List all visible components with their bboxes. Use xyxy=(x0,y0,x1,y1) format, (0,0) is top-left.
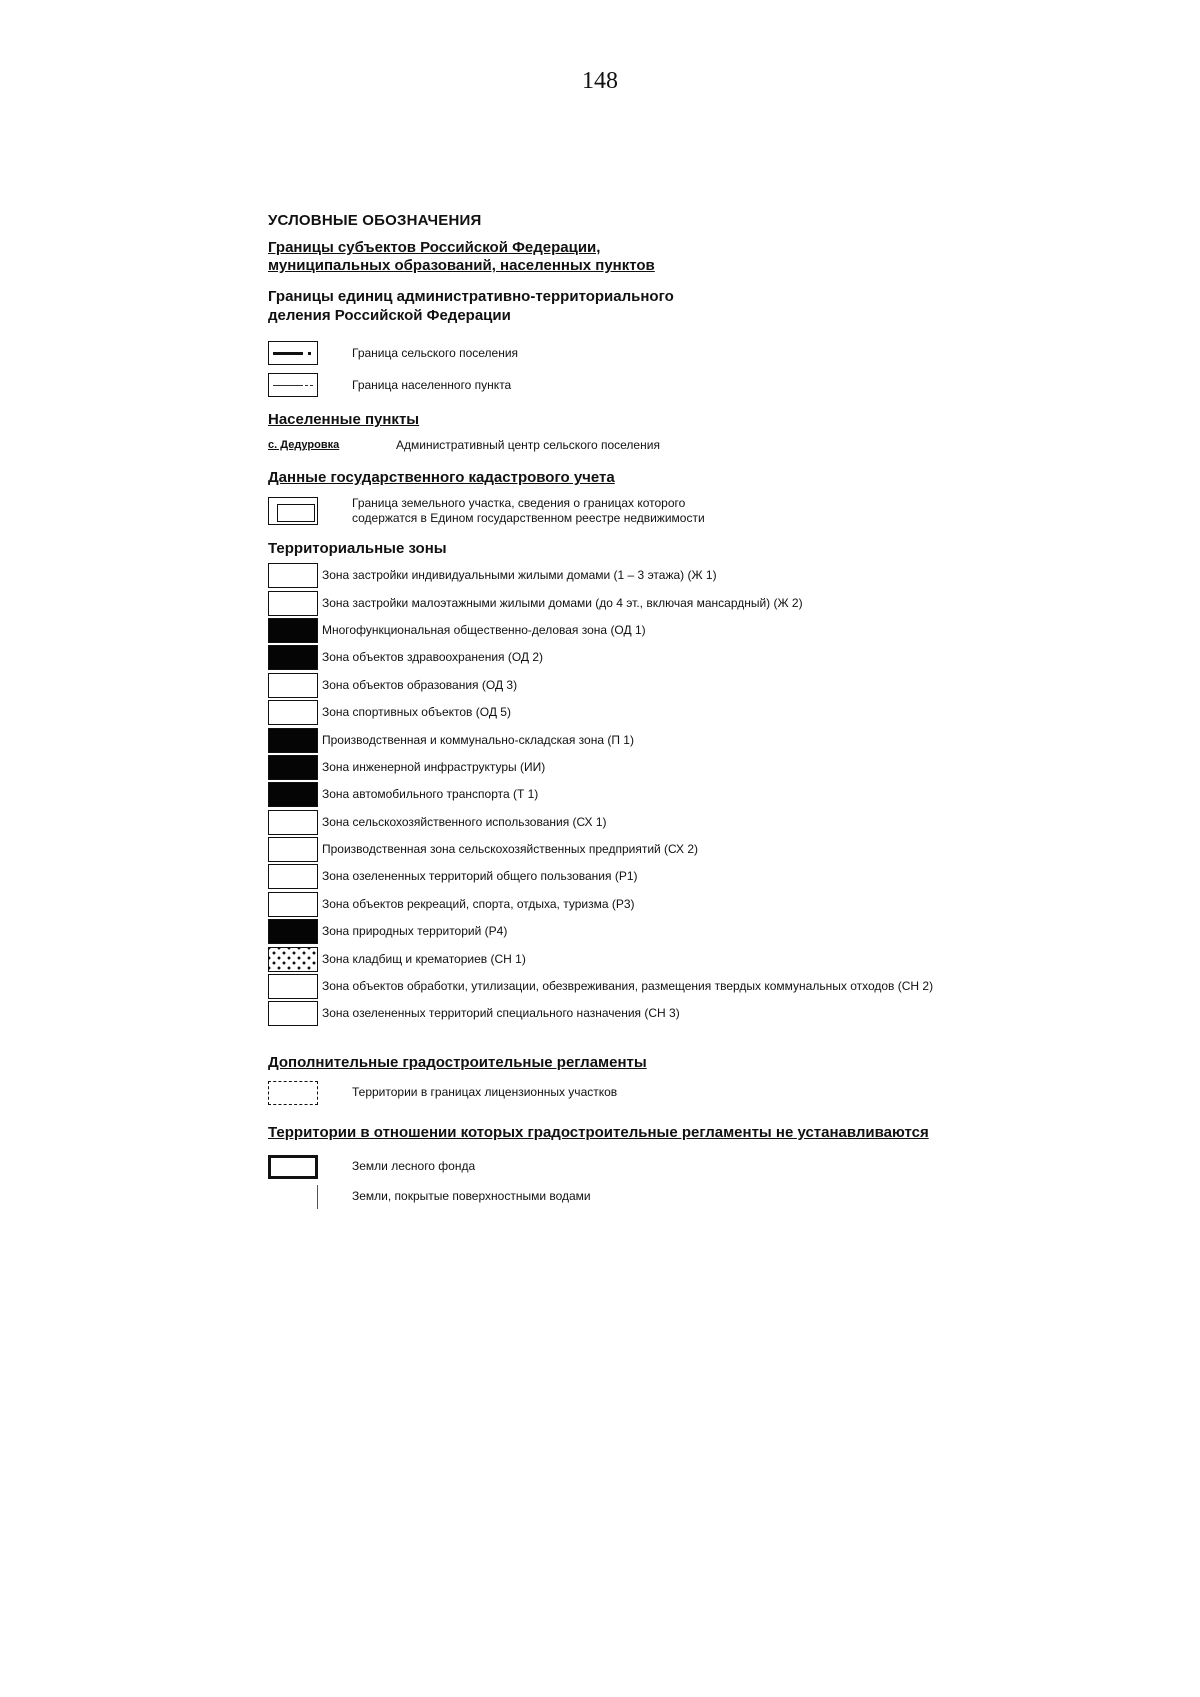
zone-row xyxy=(268,754,1148,781)
zone-swatch xyxy=(268,782,318,807)
zone-label: Зона инженерной инфраструктуры (ИИ) xyxy=(322,759,546,774)
boundaries-subheading-line1: Границы единиц административно-территориального xyxy=(268,288,674,305)
zone-row xyxy=(268,781,1148,808)
legend-label: Территории в границах лицензионных участков xyxy=(352,1085,618,1100)
boundaries-heading-line2: муниципальных образований, населенных пунктов xyxy=(268,257,655,274)
settlements-heading: Населенные пункты xyxy=(268,411,420,428)
water-lands-swatch xyxy=(268,1185,318,1209)
zone-row xyxy=(268,672,1148,699)
legend-row-license-areas xyxy=(268,1078,1148,1108)
no-regs-heading: Территории в отношении которых градостроительные регламенты не устанавливаются xyxy=(268,1123,929,1141)
land-plot-swatch xyxy=(268,497,318,525)
zone-swatch xyxy=(268,1001,318,1026)
legend-label: Земли лесного фонда xyxy=(352,1159,476,1174)
settlement-boundary-swatch xyxy=(268,373,318,397)
zone-row xyxy=(268,863,1148,890)
settlements-section xyxy=(268,411,1148,455)
zone-label: Зона природных территорий (Р4) xyxy=(322,924,508,939)
zone-label: Зона спортивных объектов (ОД 5) xyxy=(322,705,511,720)
license-area-swatch xyxy=(268,1081,318,1105)
zone-swatch xyxy=(268,563,318,588)
legend-row-admin-center xyxy=(268,435,1148,455)
rural-boundary-swatch xyxy=(268,341,318,365)
zone-row xyxy=(268,945,1148,972)
zone-label: Зона застройки индивидуальными жилыми домами (1 – 3 этажа) (Ж 1) xyxy=(322,568,717,583)
zone-label: Производственная зона сельскохозяйственных предприятий (СХ 2) xyxy=(322,842,699,857)
zone-label: Зона автомобильного транспорта (Т 1) xyxy=(322,787,539,802)
cadastre-section xyxy=(268,469,1148,529)
legend-label-line1: Граница земельного участка, сведения о границах которого xyxy=(352,496,686,510)
forest-fund-swatch xyxy=(268,1155,318,1179)
cadastre-heading: Данные государственного кадастрового учета xyxy=(268,469,615,486)
zone-swatch xyxy=(268,700,318,725)
zone-row xyxy=(268,918,1148,945)
zones-section xyxy=(268,539,1148,1028)
zone-row xyxy=(268,589,1148,616)
legend-row-settlement-boundary xyxy=(268,369,1148,401)
legend-label-line2: содержатся в Едином государственном реестре недвижимости xyxy=(352,511,705,525)
boundaries-section xyxy=(268,239,1148,401)
zone-row xyxy=(268,973,1148,1000)
zone-label: Зона озелененных территорий специального назначения (СН 3) xyxy=(322,1006,680,1021)
zone-swatch xyxy=(268,947,318,972)
zone-swatch xyxy=(268,618,318,643)
zone-swatch xyxy=(268,673,318,698)
zone-swatch xyxy=(268,591,318,616)
zone-row xyxy=(268,562,1148,589)
legend-row-rural-boundary xyxy=(268,337,1148,369)
legend-title: УСЛОВНЫЕ ОБОЗНАЧЕНИЯ xyxy=(268,212,482,229)
zone-row xyxy=(268,809,1148,836)
legend-label: Граница сельского поселения xyxy=(352,345,519,360)
boundaries-subheading-line2: деления Российской Федерации xyxy=(268,307,511,324)
legend-row-forest-fund xyxy=(268,1152,1148,1182)
zone-swatch xyxy=(268,755,318,780)
zone-swatch xyxy=(268,892,318,917)
legend-label: Земли, покрытые поверхностными водами xyxy=(352,1189,591,1204)
zone-label: Зона озелененных территорий общего пользования (Р1) xyxy=(322,869,638,884)
zone-label: Зона объектов рекреаций, спорта, отдыха, туризма (Р3) xyxy=(322,896,635,911)
legend-row-water-lands xyxy=(268,1182,1148,1212)
zone-swatch xyxy=(268,864,318,889)
land-plot-label xyxy=(352,496,705,526)
legend-row-land-plot xyxy=(268,493,1148,529)
legend-label: Граница населенного пункта xyxy=(352,377,512,392)
no-regs-section xyxy=(268,1124,1148,1212)
page-number: 148 xyxy=(582,68,618,94)
zone-label: Производственная и коммунально-складская зона (П 1) xyxy=(322,732,634,747)
extra-regs-section xyxy=(268,1054,1148,1108)
legend-label: Административный центр сельского поселения xyxy=(396,437,660,452)
zone-label: Зона сельскохозяйственного использования (СХ 1) xyxy=(322,814,607,829)
legend xyxy=(268,212,1148,1222)
zone-swatch xyxy=(268,974,318,999)
zone-row xyxy=(268,617,1148,644)
zone-swatch xyxy=(268,919,318,944)
zone-label: Зона кладбищ и крематориев (СН 1) xyxy=(322,951,526,966)
zone-swatch xyxy=(268,728,318,753)
zone-row xyxy=(268,699,1148,726)
zone-label: Зона объектов обработки, утилизации, обезвреживания, размещения твердых коммунальных отходов (СН 2) xyxy=(322,979,934,994)
zone-swatch xyxy=(268,837,318,862)
zone-swatch xyxy=(268,645,318,670)
zone-label: Зона застройки малоэтажными жилыми домами (до 4 эт., включая мансардный) (Ж 2) xyxy=(322,595,803,610)
settlement-sample-name: с. Дедуровка xyxy=(268,439,340,451)
zone-label: Зона объектов здравоохранения (ОД 2) xyxy=(322,650,544,665)
zone-row xyxy=(268,644,1148,671)
zone-swatch xyxy=(268,810,318,835)
extra-regs-heading: Дополнительные градостроительные регламенты xyxy=(268,1053,647,1071)
boundaries-heading-line1: Границы субъектов Российской Федерации, xyxy=(268,239,601,256)
zones-heading: Территориальные зоны xyxy=(268,540,447,557)
zone-label: Многофункциональная общественно-деловая зона (ОД 1) xyxy=(322,622,646,637)
zone-row xyxy=(268,1000,1148,1027)
zones-list xyxy=(268,562,1148,1028)
zone-label: Зона объектов образования (ОД 3) xyxy=(322,677,518,692)
zone-row xyxy=(268,836,1148,863)
zone-row xyxy=(268,891,1148,918)
zone-row xyxy=(268,726,1148,753)
